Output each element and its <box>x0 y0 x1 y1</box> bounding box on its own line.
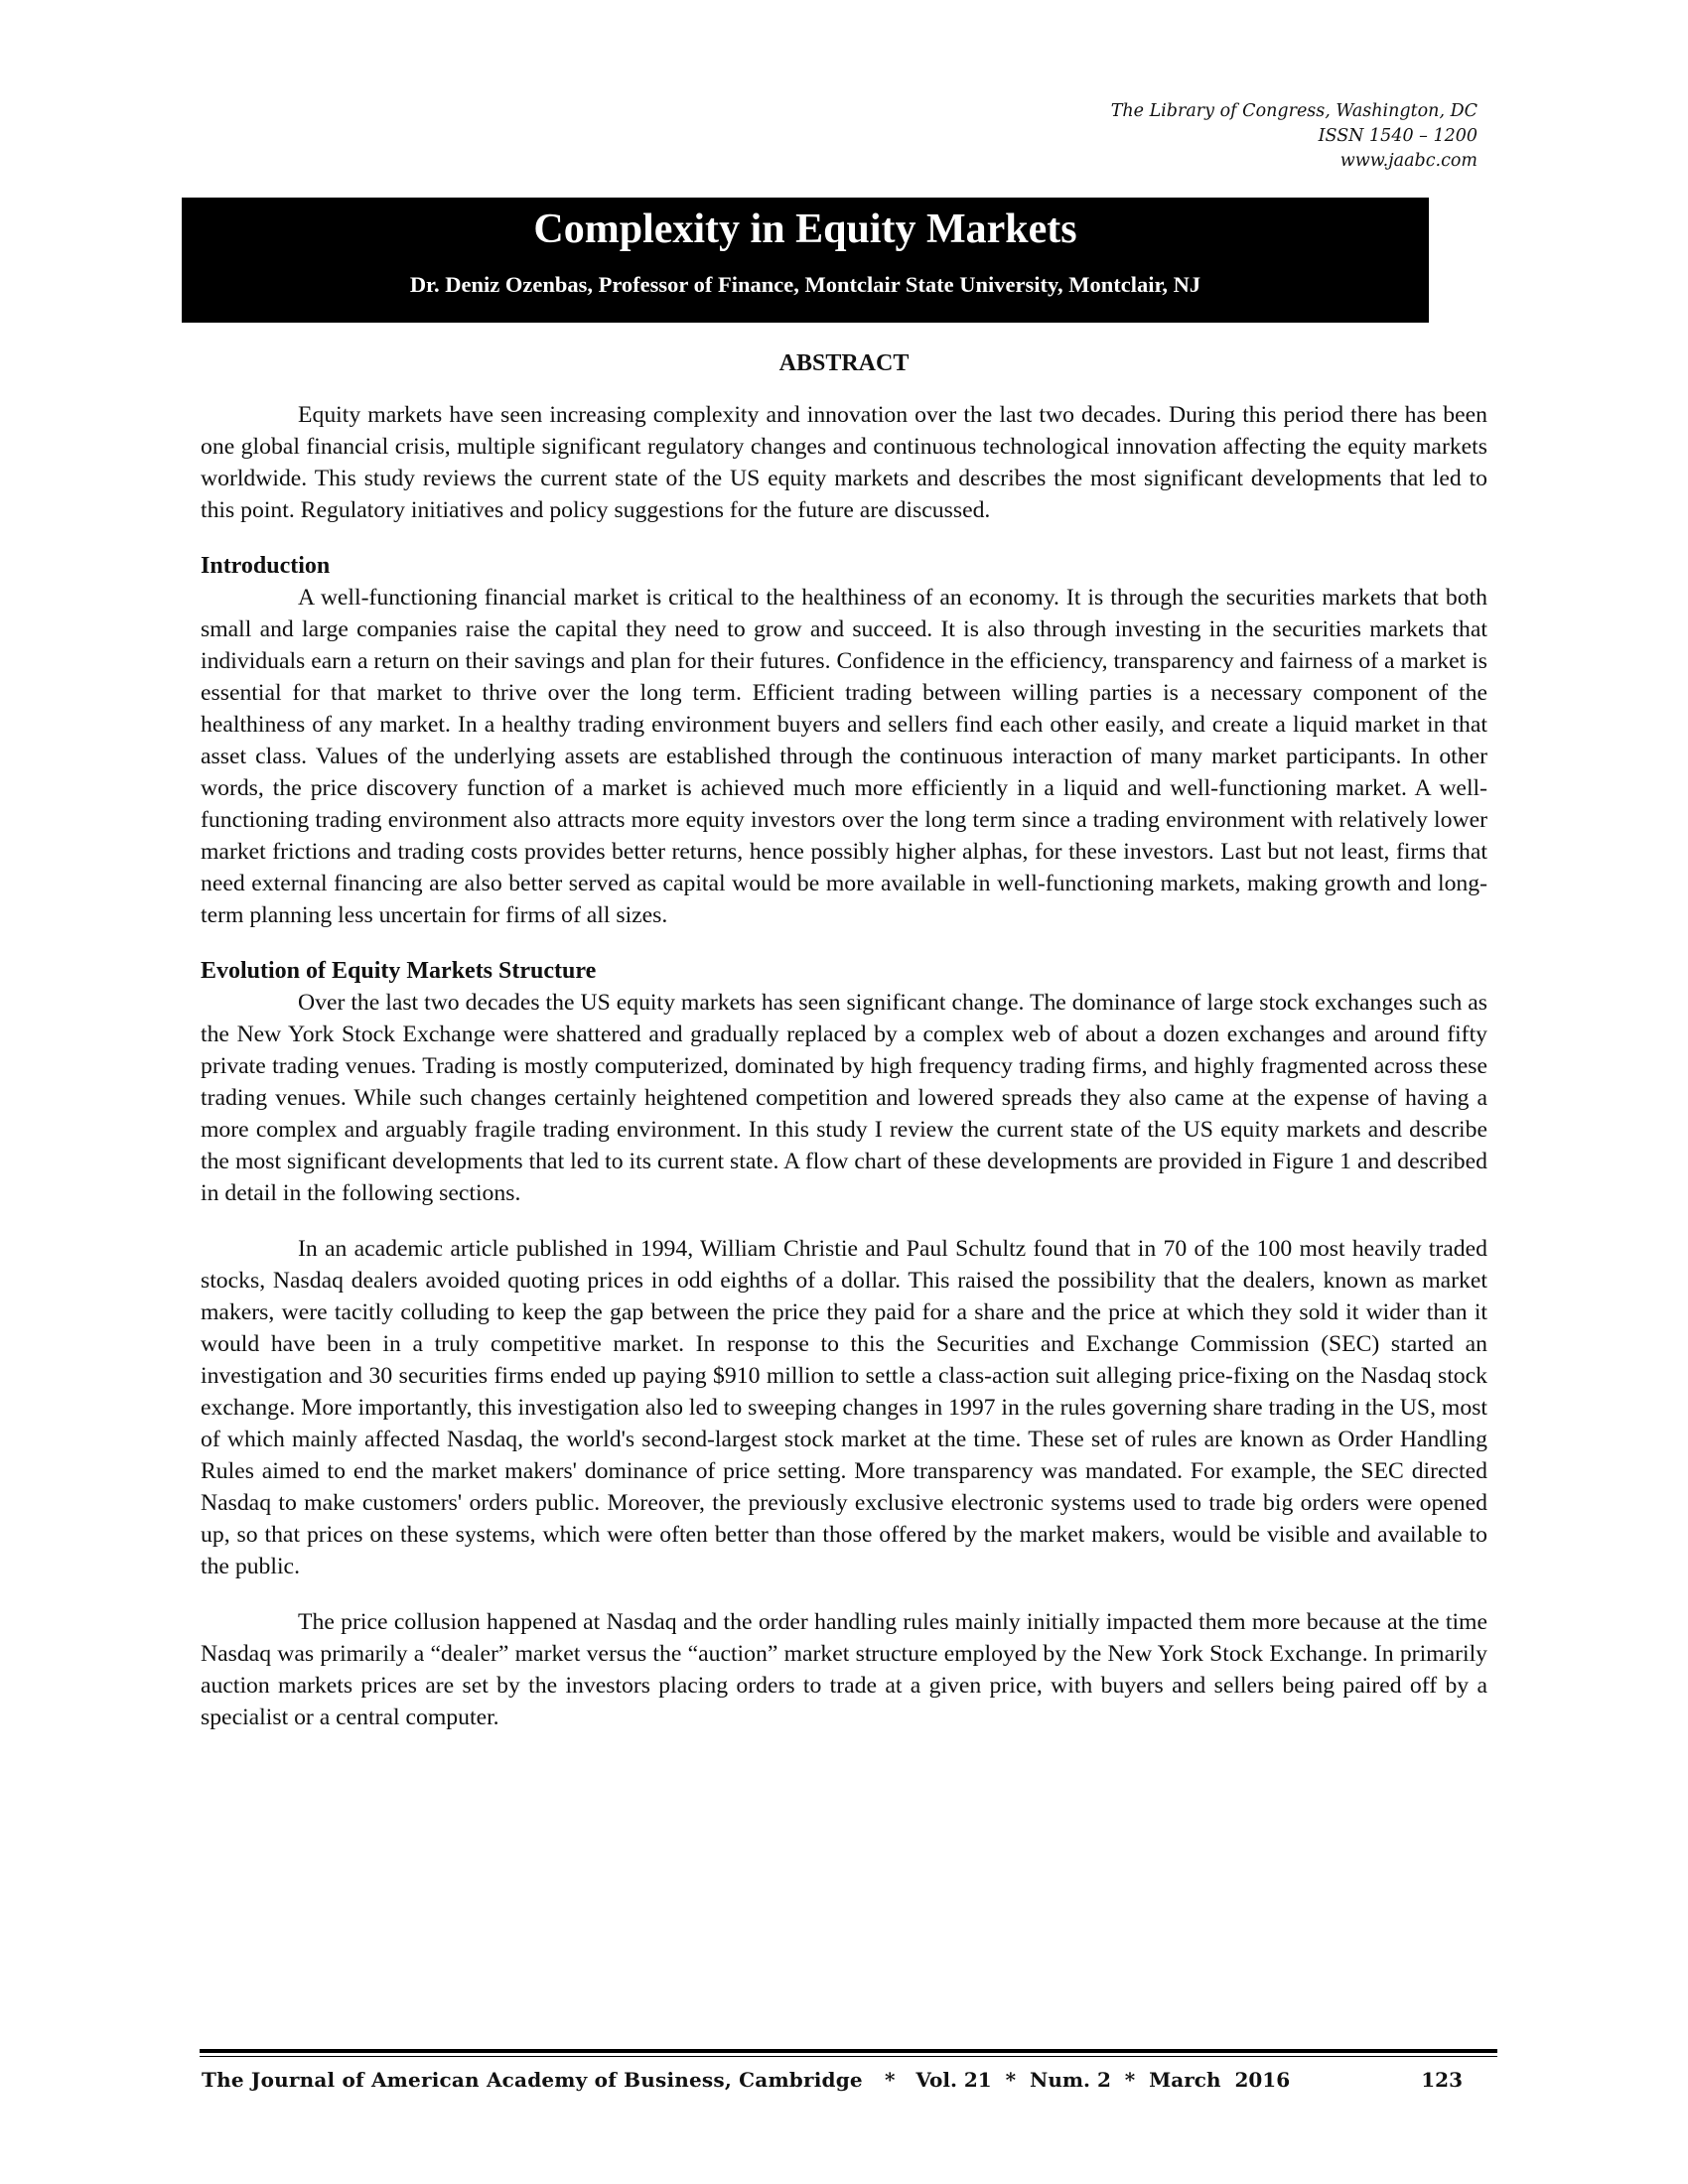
abstract-text: Equity markets have seen increasing complexity and innovation over the last two decades. During this period there has been one global financial crisis, multiple significant regulatory changes and continuous technological innovation affecting the equity markets worldwide. This study reviews the current state of the US equity markets and describes the most significant developments that led to this point. Regulatory initiatives and policy suggestions for the future are discussed. <box>201 402 1487 523</box>
evolution-heading: Evolution of Equity Markets Structure <box>201 958 597 984</box>
author-line: Dr. Deniz Ozenbas, Professor of Finance, Montclair State University, Montclair, NJ <box>409 272 1201 297</box>
paper-title: Complexity in Equity Markets <box>533 206 1077 252</box>
footer-rule-thin <box>200 2056 1497 2057</box>
abstract-heading: ABSTRACT <box>778 350 910 376</box>
masthead-publisher: The Library of Congress, Washington, DC <box>1110 101 1477 121</box>
introduction-heading: Introduction <box>201 553 331 579</box>
footer-journal-name: The Journal of American Academy of Business, Cambridge <box>202 2068 863 2092</box>
article-body <box>201 347 1487 1733</box>
page-number: 123 <box>1421 2068 1463 2092</box>
masthead-website: www.jaabc.com <box>1339 151 1477 171</box>
footer-volume-info: * Vol. 21 * Num. 2 * March 2016 <box>885 2068 1291 2092</box>
evolution-paragraph-2: In an academic article published in 1994, William Christie and Paul Schultz found that in 70 of the 100 most heavily traded stocks, Nasdaq dealers avoided quoting prices in odd eighths of a dollar. This raised the possibility that the dealers, known as market makers, were tacitly colluding to keep the gap between the price they paid for a share and the price at which they sold it wider than it would have been in a truly competitive market. In response to this the Securities and Exchange Commission (SEC) started an investigation and 30 securities firms ended up paying $910 million to settle a class-action suit alleging price-fixing on the Nasdaq stock exchange. More importantly, this investigation also led to sweeping changes in 1997 in the rules governing share trading in the US, most of which mainly affected Nasdaq, the world's second-largest stock market at the time. These set of rules are known as Order Handling Rules aimed to end the market makers' dominance of price setting. More transparency was mandated. For example, the SEC directed Nasdaq to make customers' orders public. Moreover, the previously exclusive electronic systems used to trade big orders were opened up, so that prices on these systems, which were often better than those offered by the market makers, would be visible and available to the public. <box>201 1236 1487 1579</box>
masthead <box>1111 99 1477 174</box>
evolution-paragraph-1: Over the last two decades the US equity markets has seen significant change. The dominance of large stock exchanges such as the New York Stock Exchange were shattered and gradually replaced by a complex web of about a dozen exchanges and around fifty private trading venues. Trading is mostly computerized, dominated by high frequency trading firms, and highly fragmented across these trading venues. While such changes certainly heightened competition and lowered spreads they also came at the expense of having a more complex and arguably fragile trading environment. In this study I review the current state of the US equity markets and describe the most significant developments that led to its current state. A flow chart of these developments are provided in Figure 1 and described in detail in the following sections. <box>201 990 1487 1206</box>
footer-rule-thick <box>200 2049 1497 2053</box>
masthead-issn: ISSN 1540 – 1200 <box>1318 126 1477 146</box>
introduction-text: A well-functioning financial market is critical to the healthiness of an economy. It is through the securities markets that both small and large companies raise the capital they need to grow and succeed. It is also through investing in the securities markets that individuals earn a return on their savings and plan for their futures. Confidence in the efficiency, transparency and fairness of a market is essential for that market to thrive over the long term. Efficient trading between willing parties is a necessary component of the healthiness of any market. In a healthy trading environment buyers and sellers find each other easily, and create a liquid market in that asset class. Values of the underlying assets are established through the continuous interaction of many market participants. In other words, the price discovery function of a market is achieved much more efficiently in a liquid and well-functioning market. A well-functioning trading environment also attracts more equity investors over the long term since a trading environment with relatively lower market frictions and trading costs provides better returns, hence possibly higher alphas, for these investors. Last but not least, firms that need external financing are also better served as capital would be more available in well-functioning markets, making growth and long-term planning less uncertain for firms of all sizes. <box>201 585 1487 928</box>
page-footer <box>202 2063 1496 2097</box>
evolution-paragraph-3: The price collusion happened at Nasdaq and the order handling rules mainly initially impacted them more because at the time Nasdaq was primarily a “dealer” market versus the “auction” market structure employed by the New York Stock Exchange. In primarily auction markets prices are set by the investors placing orders to trade at a given price, with buyers and sellers being paired off by a specialist or a central computer. <box>201 1609 1487 1730</box>
title-band <box>182 198 1429 323</box>
